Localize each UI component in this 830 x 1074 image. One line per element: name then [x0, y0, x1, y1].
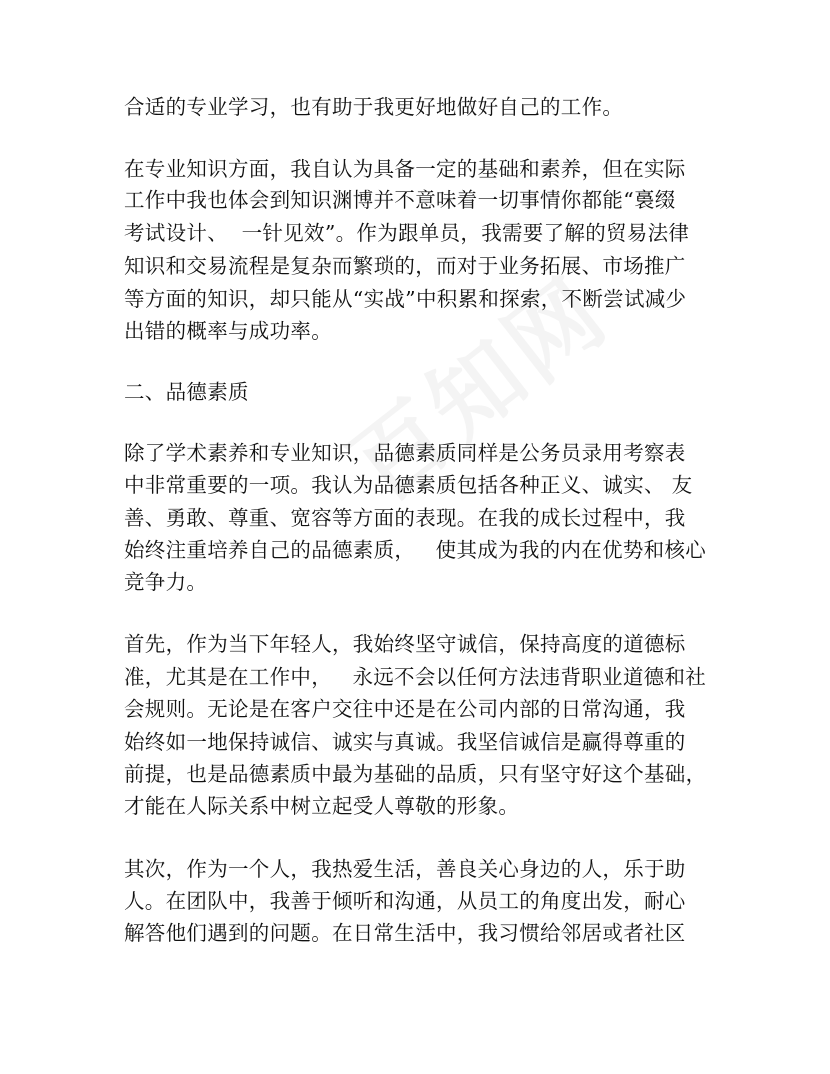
paragraph-line: 其次，作为一个人，我热爱生活，善良关心身边的人，乐于助: [124, 857, 686, 881]
paragraph-line: 在专业知识方面，我自认为具备一定的基础和素养，但在实际: [124, 157, 686, 181]
paragraph-line: 会规则。无论是在客户交往中还是在公司内部的日常沟通，我: [124, 697, 686, 721]
paragraph-line: 除了学术素养和专业知识，品德素质同样是公务员录用考察表: [124, 441, 686, 465]
section-heading: 二、品德素质: [124, 380, 249, 404]
paragraph-line: 始终如一地保持诚信、诚实与真诚。我坚信诚信是赢得尊重的: [124, 730, 686, 754]
paragraph-line: 知识和交易流程是复杂而繁琐的，而对于业务拓展、市场推广: [124, 254, 686, 278]
paragraph-line: 工作中我也体会到知识渊博并不意味着一切事情你都能“裛缀: [124, 188, 676, 212]
paragraph-line: 出错的概率与成功率。: [124, 319, 332, 343]
paragraph-line: 解答他们遇到的问题。在日常生活中，我习惯给邻居或者社区: [124, 921, 686, 945]
paragraph-line: 竞争力。: [124, 570, 208, 594]
paragraph-line: 准，尤其是在工作中， 永远不会以任何方法违背职业道德和社: [124, 665, 707, 689]
paragraph-line: 考试设计、 一针见效”。作为跟单员，我需要了解的贸易法律: [124, 221, 690, 245]
paragraph-line: 合适的专业学习，也有助于我更好地做好自己的工作。: [124, 95, 624, 119]
paragraph-line: 人。在团队中，我善于倾听和沟通，从员工的角度出发，耐心: [124, 889, 686, 913]
paragraph-line: 首先，作为当下年轻人，我始终坚守诚信，保持高度的道德标: [124, 632, 686, 656]
paragraph-line: 等方面的知识，却只能从“实战”中积累和探索，不断尝试减少: [124, 287, 687, 311]
paragraph-line: 才能在人际关系中树立起受人尊敬的形象。: [124, 794, 520, 818]
paragraph-line: 善、勇敢、尊重、宽容等方面的表现。在我的成长过程中，我: [124, 506, 686, 530]
paragraph-line: 前提，也是品德素质中最为基础的品质，只有坚守好这个基础，: [124, 762, 707, 786]
paragraph-line: 始终注重培养自己的品德素质， 使其成为我的内在优势和核心: [124, 538, 707, 562]
paragraph-line: 中非常重要的一项。我认为品德素质包括各种正义、诚实、 友: [124, 473, 693, 497]
